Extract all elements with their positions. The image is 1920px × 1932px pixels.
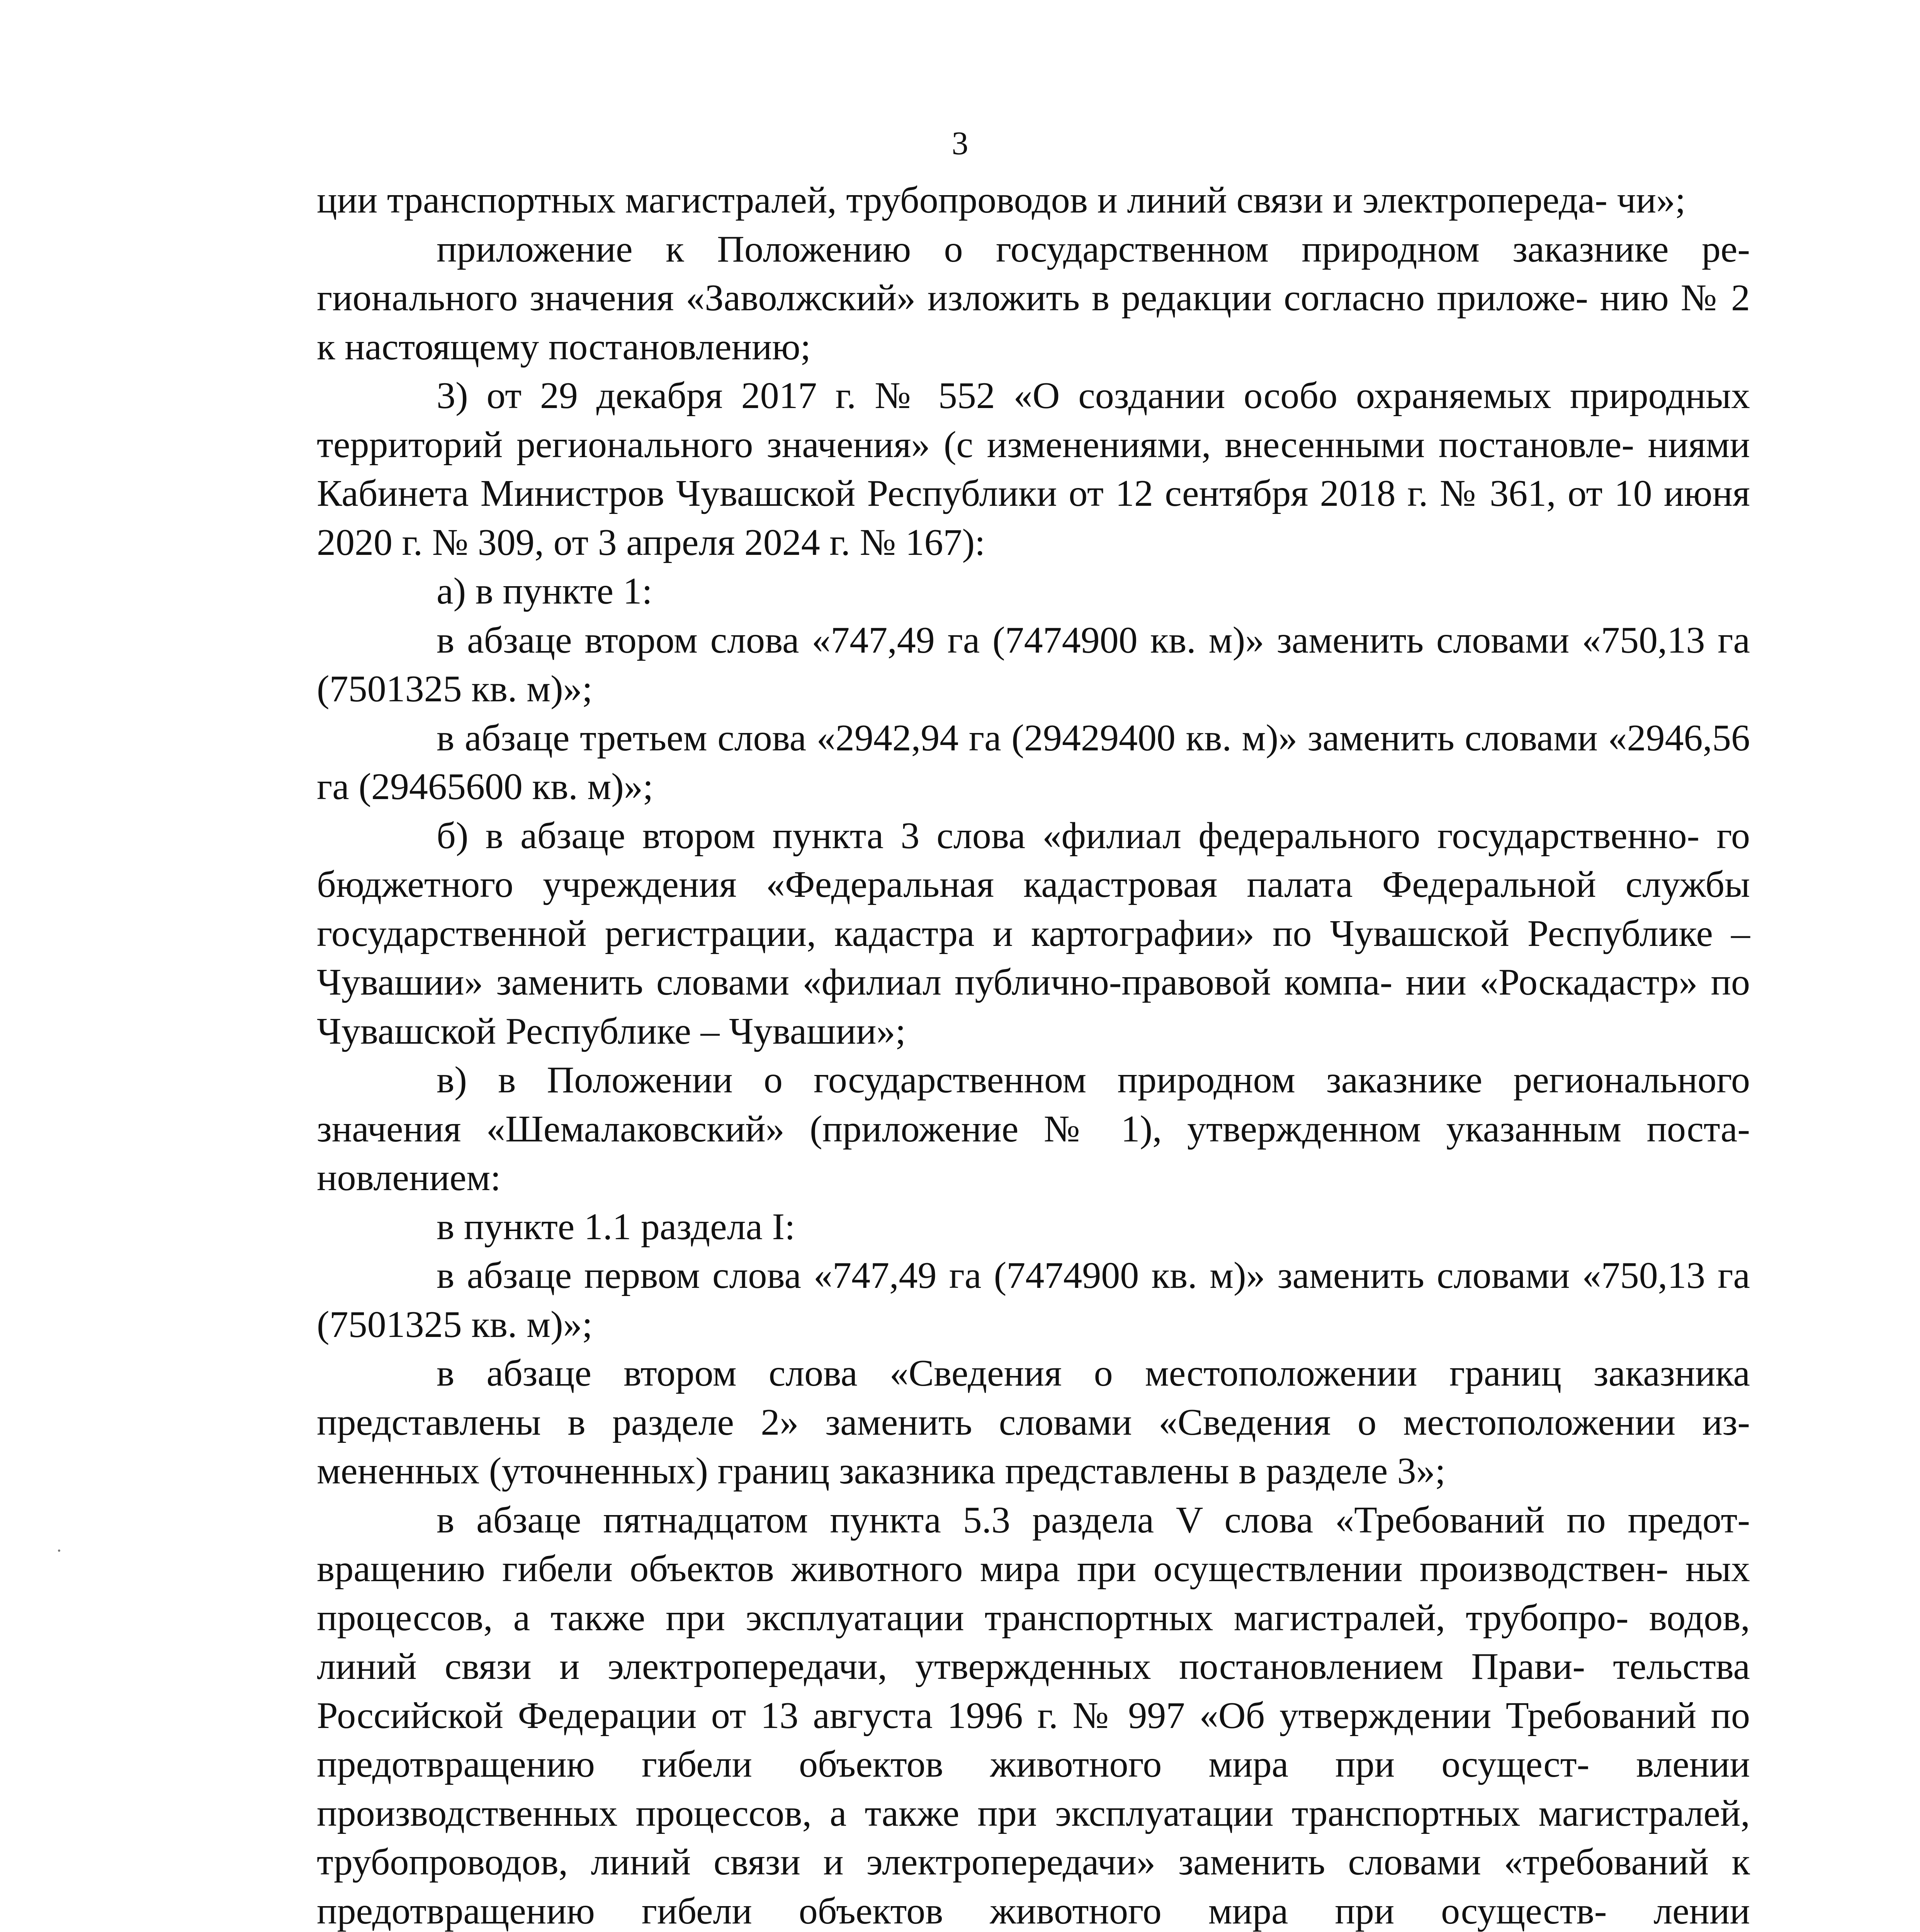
paragraph-second-abzac: в абзаце втором слова «747,49 га (7474900 кв. м)» заменить словами «750,13 га (7501325 кв. м)»;	[317, 619, 1750, 710]
paragraph-borders: в абзаце втором слова «Сведения о местоположении границ заказника представлены в разделе 2» заменить словами «Сведения о местоположении из- мененных (уточненных) границ заказника представлены в разделе 3»;	[317, 1352, 1750, 1492]
paragraph-section-5-3: в абзаце пятнадцатом пункта 5.3 раздела V слова «Требований по предот- вращению гибели объектов животного мира при осуществлении производствен- ных процессов, а также при эксплуатации транспортных магистралей, трубопро- водов, линий связи и электропередачи, утвержденных постановлением Прави- тельства Российской Федерации от 13 августа 1996 г. № 997 «Об утверждении Требований по предотвращению гибели объектов животного мира при осущест- влении производственных процессов, а также при эксплуатации транспортных магистралей, трубопроводов, линий связи и электропередачи» заменить словами «требований к предотвращению гибели объектов животного мира при осуществ- лении	[317, 1499, 1750, 1932]
paragraph-continuation: ции транспортных магистралей, трубопроводов и линий связи и электропереда- чи»;	[317, 179, 1686, 221]
paragraph-subitem-v: в) в Положении о государственном природном заказнике регионального значения «Шемалаковский» (приложение № 1), утвержденном указанным поста- новлением:	[317, 1059, 1750, 1199]
scan-speck	[58, 1549, 60, 1552]
document-body	[317, 176, 1750, 1932]
page-number: 3	[952, 124, 968, 162]
paragraph-third-abzac: в абзаце третьем слова «2942,94 га (29429400 кв. м)» заменить словами «2946,56 га (29465600 кв. м)»;	[317, 717, 1750, 808]
paragraph-item-3: 3) от 29 декабря 2017 г. № 552 «О создании особо охраняемых природных территорий регионального значения» (с изменениями, внесенными постановле- ниями Кабинета Министров Чувашской Республики от 12 сентября 2018 г. № 361, от 10 июня 2020 г. № 309, от 3 апреля 2024 г. № 167):	[317, 375, 1750, 563]
paragraph-section-1-1: в пункте 1.1 раздела I:	[437, 1206, 795, 1248]
paragraph-zavolzhsky-appendix: приложение к Положению о государственном природном заказнике ре- гионального значения «Заволжский» изложить в редакции согласно приложе- нию № 2 к настоящему постановлению;	[317, 228, 1750, 368]
paragraph-first-abzac: в абзаце первом слова «747,49 га (7474900 кв. м)» заменить словами «750,13 га (7501325 кв. м)»;	[317, 1255, 1750, 1345]
paragraph-subitem-b: б) в абзаце втором пункта 3 слова «филиал федерального государственно- го бюджетного учреждения «Федеральная кадастровая палата Федеральной службы государственной регистрации, кадастра и картографии» по Чувашской Республике – Чувашии» заменить словами «филиал публично-правовой компа- нии «Роскадастр» по Чувашской Республике – Чувашии»;	[317, 815, 1750, 1052]
paragraph-subitem-a: а) в пункте 1:	[437, 570, 652, 612]
